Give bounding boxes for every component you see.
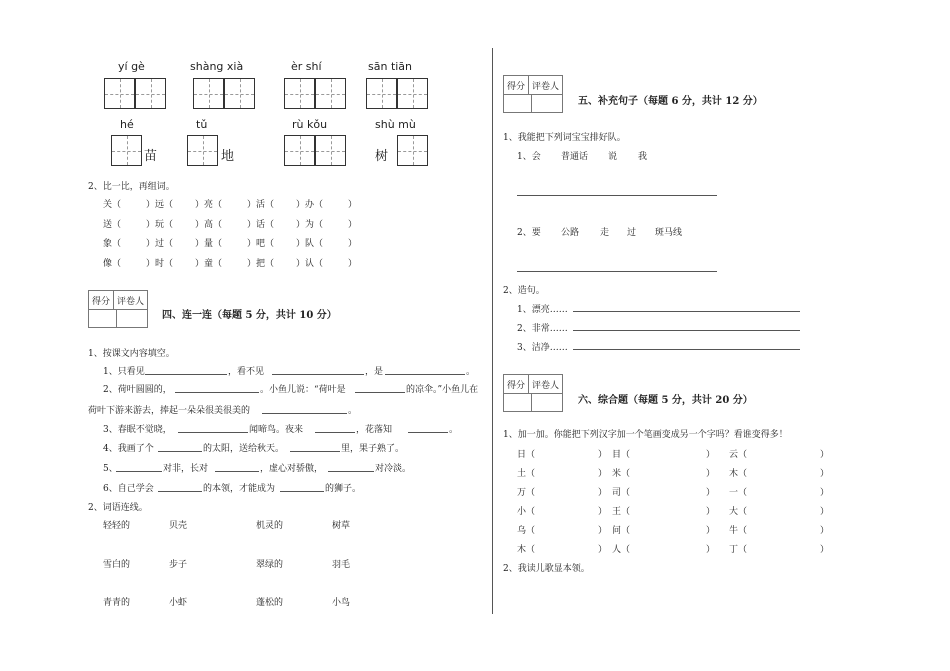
score-label: 得分	[507, 81, 526, 92]
match-word[interactable]: 雪白的	[103, 559, 131, 570]
writing-box[interactable]	[193, 78, 224, 109]
compare-cell[interactable]: ）	[348, 219, 358, 230]
writing-box[interactable]	[187, 135, 218, 166]
answer-line[interactable]	[573, 311, 800, 312]
compare-cell[interactable]: ）亮（	[195, 200, 223, 210]
question-title: 2、比一比，再组词。	[88, 182, 175, 192]
add-stroke-cell[interactable]: ）	[706, 507, 716, 517]
add-stroke-cell: 土（	[517, 469, 536, 479]
add-stroke-cell[interactable]: ）	[598, 526, 608, 536]
fill-text: 4、我画了个	[103, 444, 154, 454]
add-stroke-cell: 木（	[517, 545, 536, 555]
match-word[interactable]: 翠绿的	[256, 559, 284, 570]
pinyin-2: shàng xià	[190, 60, 244, 73]
fill-text: 。	[449, 425, 459, 435]
pinyin-7: rù kǒu	[292, 118, 328, 131]
compare-cell: 像（	[103, 258, 122, 269]
answer-line[interactable]	[517, 195, 717, 196]
compare-cell[interactable]: ）	[348, 258, 358, 269]
add-stroke-cell: 问（	[612, 526, 631, 536]
writing-box[interactable]	[284, 135, 315, 166]
pinyin-6: tǔ	[196, 118, 208, 131]
fill-text: 闻啼鸟。夜来	[249, 425, 304, 435]
match-word[interactable]: 羽毛	[332, 559, 351, 570]
fill-text: 的凉伞。”小鱼儿在	[406, 385, 479, 395]
match-word[interactable]: 小虾	[169, 598, 188, 608]
compare-cell: 送（	[103, 219, 122, 230]
match-word[interactable]: 树草	[332, 521, 351, 531]
add-stroke-cell[interactable]: ）	[706, 545, 716, 555]
fill-text: 对冷淡。	[375, 464, 412, 474]
add-stroke-cell[interactable]: ）	[820, 469, 830, 479]
answer-line[interactable]	[573, 330, 800, 331]
grader-label: 评卷人	[528, 375, 562, 393]
sentence-prompt: 3、洁净……	[517, 343, 568, 353]
compare-cell[interactable]: ）高（	[195, 219, 223, 230]
add-stroke-cell: 云（	[729, 450, 748, 460]
match-word[interactable]: 小鸟	[332, 598, 351, 608]
question-title: 2、我读儿歌显本领。	[503, 564, 590, 574]
question-title: 1、我能把下列词宝宝排好队。	[503, 133, 626, 143]
score-label: 得分	[92, 296, 111, 307]
add-stroke-cell[interactable]: ）	[820, 507, 830, 517]
add-stroke-cell: 大（	[729, 507, 748, 517]
add-stroke-cell: 目（	[612, 450, 631, 460]
answer-line[interactable]	[573, 349, 800, 350]
add-stroke-cell: 日（	[517, 450, 536, 460]
word-tile: 公路	[561, 228, 580, 238]
compare-cell[interactable]: ）童（	[195, 258, 223, 269]
section-title: 六、综合题（每题 5 分，共计 20 分）	[578, 395, 753, 406]
score-label: 得分	[507, 380, 526, 391]
writing-box[interactable]	[397, 78, 428, 109]
answer-line[interactable]	[517, 271, 717, 272]
pinyin-1: yí gè	[118, 60, 145, 73]
question-title: 1、加一加。你能把下列汉字加一个笔画变成另一个字吗？看谁变得多！	[503, 430, 788, 440]
fill-text: ，是	[365, 367, 384, 377]
compare-cell[interactable]: ）活（	[247, 200, 275, 210]
word-tile: 说	[608, 152, 618, 162]
writing-box[interactable]	[315, 78, 346, 109]
compare-cell[interactable]: ）办（	[296, 200, 324, 210]
writing-box[interactable]	[135, 78, 166, 109]
compare-cell[interactable]: ）	[348, 239, 358, 249]
add-stroke-cell: 乌（	[517, 526, 536, 536]
compare-cell[interactable]: ）认（	[296, 258, 324, 269]
sentence-prompt: 2、非常……	[517, 324, 568, 334]
question-title: 1、按课文内容填空。	[88, 349, 175, 359]
fill-text: 的狮子。	[325, 484, 362, 494]
column-divider	[492, 48, 493, 614]
pinyin-4: sān tiān	[368, 60, 413, 73]
match-word[interactable]: 步子	[169, 559, 188, 570]
box-char: 树	[375, 149, 389, 164]
writing-box[interactable]	[284, 78, 315, 109]
word-tile: 过	[627, 228, 637, 238]
box-char: 地	[221, 149, 235, 164]
grader-label: 评卷人	[113, 291, 147, 309]
word-tile: 我	[638, 152, 648, 162]
match-word[interactable]: 轻轻的	[103, 521, 131, 531]
compare-cell[interactable]: ）话（	[247, 219, 275, 230]
fill-text: 。小鱼儿说：“荷叶是	[260, 385, 346, 395]
fill-text: 对非，长对	[163, 464, 209, 474]
pinyin-8: shù mù	[375, 118, 416, 131]
add-stroke-cell[interactable]: ）	[820, 545, 830, 555]
fill-text: 5、	[103, 464, 118, 474]
fill-text: ，看不见	[228, 367, 265, 377]
compare-cell[interactable]: ）量（	[195, 239, 223, 249]
add-stroke-cell: 小（	[517, 507, 536, 517]
add-stroke-cell[interactable]: ）	[820, 488, 830, 498]
add-stroke-cell: 一（	[729, 488, 748, 498]
pinyin-5: hé	[120, 118, 134, 131]
add-stroke-cell[interactable]: ）	[598, 507, 608, 517]
add-stroke-cell: 人（	[612, 545, 631, 555]
word-tile: 1、会	[517, 152, 541, 162]
section-title: 四、连一连（每题 5 分，共计 10 分）	[162, 310, 337, 321]
fill-line: 1、只看见	[103, 367, 145, 377]
writing-box[interactable]	[224, 78, 255, 109]
word-tile: 走	[600, 228, 610, 238]
word-tile: 普通话	[561, 152, 589, 162]
score-box	[503, 374, 563, 394]
add-stroke-cell[interactable]: ）	[706, 469, 716, 479]
fill-text: ，虚心对骄傲，	[260, 464, 324, 474]
add-stroke-cell[interactable]: ）	[820, 526, 830, 536]
score-box	[503, 75, 563, 95]
add-stroke-cell[interactable]: ）	[706, 526, 716, 536]
add-stroke-cell[interactable]: ）	[598, 469, 608, 479]
add-stroke-cell: 牛（	[729, 526, 748, 536]
add-stroke-cell: 木（	[729, 469, 748, 479]
match-word[interactable]: 蓬松的	[256, 598, 284, 608]
add-stroke-cell[interactable]: ）	[820, 450, 830, 460]
writing-box[interactable]	[366, 78, 397, 109]
writing-box[interactable]	[111, 135, 142, 166]
fill-text: ，花落知	[356, 425, 393, 435]
question-title: 2、词语连线。	[88, 503, 148, 513]
compare-cell: 关（	[103, 200, 122, 210]
add-stroke-cell: 万（	[517, 488, 536, 498]
writing-box[interactable]	[397, 135, 428, 166]
add-stroke-cell[interactable]: ）	[598, 488, 608, 498]
fill-text: 的本领，才能成为	[203, 484, 276, 494]
word-tile: 2、要	[517, 228, 541, 238]
compare-cell[interactable]: ）远（	[146, 200, 174, 210]
fill-text: 6、自己学会	[103, 484, 154, 494]
section-title: 五、补充句子（每题 6 分，共计 12 分）	[578, 96, 763, 107]
compare-cell: 象（	[103, 239, 122, 249]
add-stroke-cell: 司（	[612, 488, 631, 498]
add-stroke-cell[interactable]: ）	[598, 545, 608, 555]
score-box	[88, 290, 148, 310]
fill-text: 的太阳，送给秋天。	[203, 444, 285, 454]
compare-cell[interactable]: ）队（	[296, 239, 324, 249]
sentence-prompt: 1、漂亮……	[517, 305, 568, 315]
compare-cell[interactable]: ）把（	[247, 258, 275, 269]
add-stroke-cell: 丁（	[729, 545, 748, 555]
add-stroke-cell[interactable]: ）	[598, 450, 608, 460]
writing-box[interactable]	[315, 135, 346, 166]
question-title: 2、造句。	[503, 286, 545, 296]
compare-cell[interactable]: ）	[348, 200, 358, 210]
compare-cell[interactable]: ）玩（	[146, 219, 174, 230]
match-word[interactable]: 机灵的	[256, 521, 284, 531]
compare-cell[interactable]: ）过（	[146, 239, 174, 249]
word-tile: 斑马线	[655, 228, 683, 238]
match-word[interactable]: 青青的	[103, 598, 131, 608]
grader-label: 评卷人	[528, 76, 562, 94]
fill-text: 2、荷叶圆圆的，	[103, 385, 172, 395]
box-char: 苗	[144, 149, 158, 164]
writing-box[interactable]	[104, 78, 135, 109]
fill-text: 。	[348, 406, 358, 416]
fill-text: 荷叶下游来游去，捧起一朵朵很美很美的	[88, 406, 251, 416]
add-stroke-cell[interactable]: ）	[706, 450, 716, 460]
pinyin-3: èr shí	[291, 60, 322, 73]
fill-text: 里，果子熟了。	[341, 444, 405, 454]
add-stroke-cell: 王（	[612, 507, 631, 517]
compare-cell[interactable]: ）为（	[296, 219, 324, 230]
match-word[interactable]: 贝壳	[169, 521, 188, 531]
compare-cell[interactable]: ）吧（	[247, 239, 275, 249]
compare-cell[interactable]: ）时（	[146, 258, 174, 269]
fill-text: 3、春眠不觉晓，	[103, 425, 172, 435]
add-stroke-cell: 米（	[612, 469, 631, 479]
fill-text: 。	[466, 367, 476, 377]
add-stroke-cell[interactable]: ）	[706, 488, 716, 498]
